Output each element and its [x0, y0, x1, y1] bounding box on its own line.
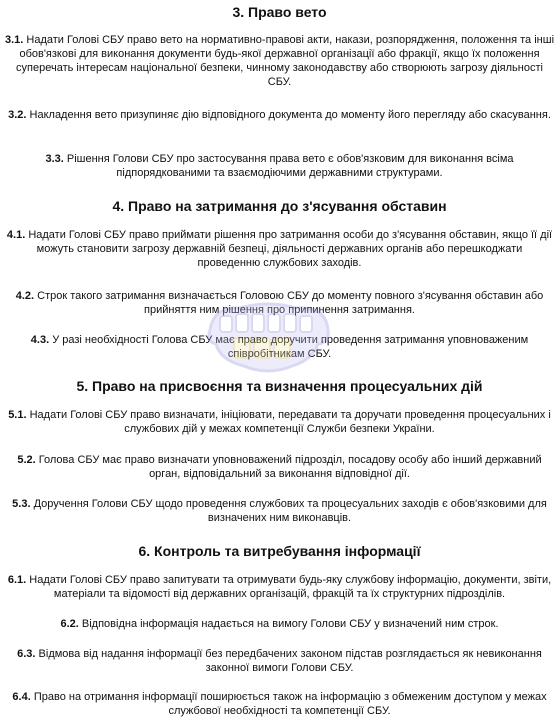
clause-text: У разі необхідності Голова СБУ має право доручити проведення затримання уповноваженим співробітникам СБУ. — [49, 334, 529, 360]
section-title: 4. Право на затримання до з'ясування обставин — [112, 198, 447, 214]
clause-number: 5.1. — [8, 409, 27, 421]
clause — [4, 617, 555, 631]
clause-text: Голова СБУ має право визначати уповноважений підрозділ, посадову особу або інший державний орган, відповідальний за виконання відповідної дії. — [35, 454, 542, 480]
clause — [4, 647, 555, 675]
clause — [4, 453, 555, 481]
clause-text: Надати Голові СБУ право вето на нормативно-правові акти, накази, розпорядження, положення та інші обов'язкові для виконання документи будь-якої державної організації або фракції, якщо їх положення суперечать інтересам національної безпеки, чинному законодавству або створюють загрозу діяльності СБУ. — [16, 34, 555, 88]
clause — [4, 690, 555, 718]
clause-number: 3.2. — [8, 109, 27, 121]
clause-number: 3.1. — [4, 34, 24, 46]
clause — [4, 573, 555, 601]
clause-number: 4.3. — [30, 334, 50, 346]
clause — [4, 228, 555, 270]
clause-number: 6.3. — [17, 648, 36, 660]
clause — [4, 408, 555, 436]
clause — [4, 108, 555, 122]
clause-number: 6.4. — [12, 691, 31, 703]
clause-number: 5.3. — [12, 498, 31, 510]
clause — [4, 333, 555, 361]
clause — [4, 152, 555, 180]
clause-text: Надати Голові СБУ право запитувати та отримувати будь-яку службову інформацію, документи, звіти, матеріали та відомості від державних організацій, фракцій та їх структурних підрозділів. — [26, 574, 552, 600]
clause-text: Відповідна інформація надається на вимогу Голови СБУ у визначений ним строк. — [78, 618, 499, 630]
clause-text: Надати Голові СБУ право визначати, ініціювати, передавати та доручати проведення процесуальних і службових дій у межах компетенції Служби безпеки України. — [26, 409, 551, 435]
clause-text: Накладення вето призупиняє дію відповідного документа до моменту його перегляду або скасування. — [26, 109, 551, 121]
section-title: 5. Право на присвоєння та визначення процесуальних дій — [76, 378, 483, 394]
clause-text: Надати Голові СБУ право приймати рішення про затримання особи до з'ясування обставин, якщо її дії можуть становити загрозу державній безпеці, діяльності державних органів або перешкоджати проведенню службових заходів. — [25, 229, 553, 269]
clause — [4, 497, 555, 525]
clause-text: Строк такого затримання визначається Головою СБУ до моменту повного з'ясування обставин або прийняття ним рішення про припинення затримання. — [34, 290, 544, 316]
clause-number: 4.2. — [15, 290, 35, 302]
clause-text: Доручення Голови СБУ щодо проведення службових та процесуальних заходів є обов'язковими для визначених ним виконавців. — [30, 498, 547, 524]
section-title: 3. Право вето — [232, 4, 327, 20]
clause-number: 6.2. — [60, 618, 79, 630]
clause — [4, 289, 555, 317]
clause-text: Відмова від надання інформації без передбачених законом підстав розглядається як невиконання законної вимоги Голови СБУ. — [35, 648, 542, 674]
clause-text: Рішення Голови СБУ про застосування права вето є обов'язковим для виконання всіма підпорядкованими та взаємодіючими державними структурами. — [63, 153, 514, 179]
clause-number: 4.1. — [6, 229, 26, 241]
clause-number: 5.2. — [17, 454, 36, 466]
clause-number: 6.1. — [7, 574, 27, 586]
clause-number: 3.3. — [45, 153, 64, 165]
section-title: 6. Контроль та витребування інформації — [138, 543, 421, 559]
clause — [4, 33, 555, 89]
clause-text: Право на отримання інформації поширюється також на інформацію з обмеженим доступом у межах службової необхідності та компетенції СБУ. — [30, 691, 547, 717]
